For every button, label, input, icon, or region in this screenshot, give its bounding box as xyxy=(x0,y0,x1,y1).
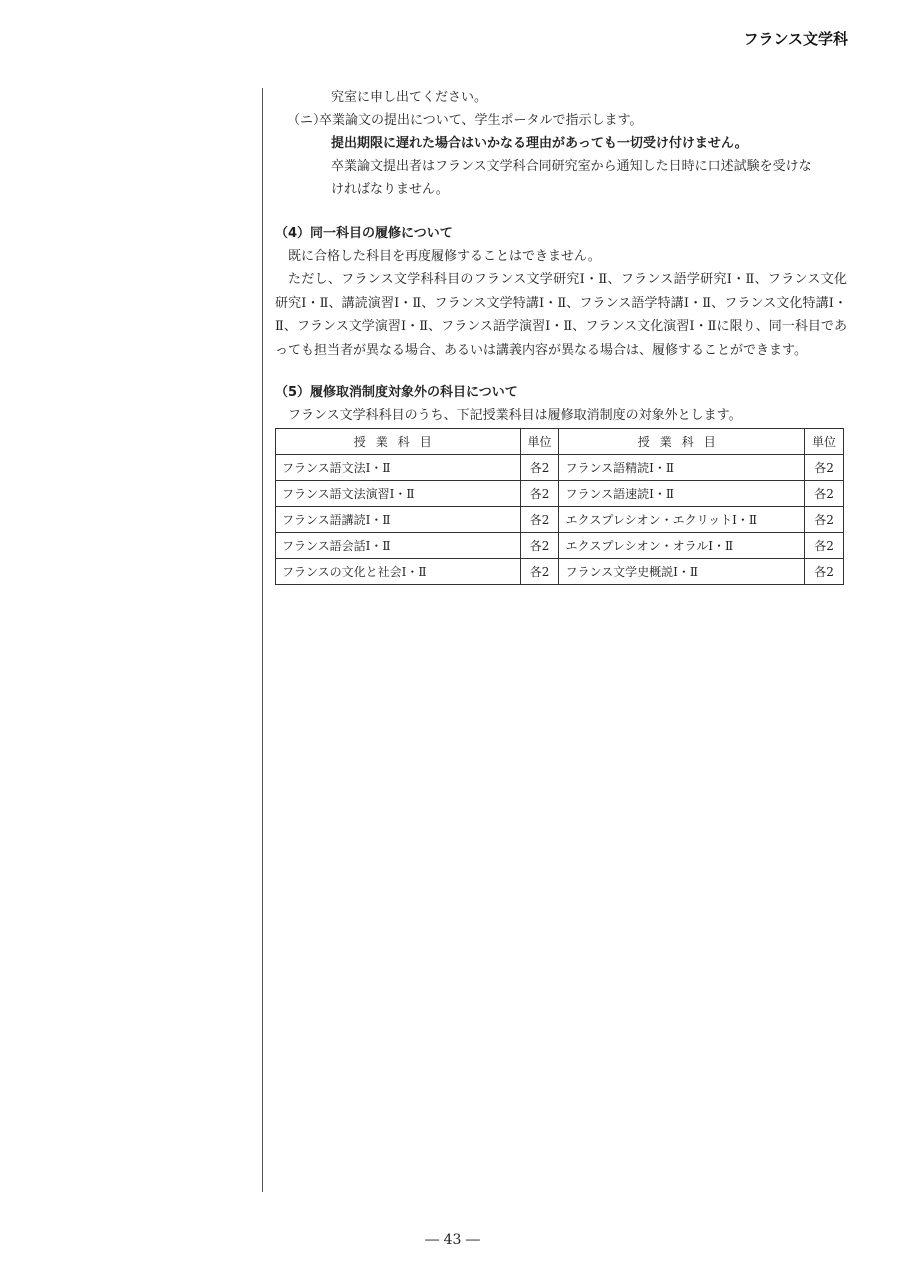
oral-exam-line: 卒業論文提出者はフランス文学科合同研究室から通知した日時に口述試験を受けな xyxy=(331,159,812,174)
oral-exam-line-cont: ければなりません。 xyxy=(331,182,449,197)
intro-line: 究室に申し出てください。 xyxy=(331,90,488,105)
course-cell: エクスプレシオン・エクリットⅠ・Ⅱ xyxy=(559,507,805,533)
item-marker: （ニ） xyxy=(287,113,327,128)
table-row xyxy=(276,507,844,533)
excluded-courses-table xyxy=(275,428,844,585)
course-cell: フランス語速読Ⅰ・Ⅱ xyxy=(559,481,805,507)
credit-cell: 各2 xyxy=(520,455,559,481)
course-cell: フランス語講読Ⅰ・Ⅱ xyxy=(276,507,521,533)
course-cell: エクスプレシオン・オラルⅠ・Ⅱ xyxy=(559,533,805,559)
credit-cell: 各2 xyxy=(805,481,844,507)
table-header-row xyxy=(276,429,844,455)
course-cell: フランスの文化と社会Ⅰ・Ⅱ xyxy=(276,559,521,585)
item-ni xyxy=(275,109,847,132)
course-cell: フランス語会話Ⅰ・Ⅱ xyxy=(276,533,521,559)
credit-cell: 各2 xyxy=(805,507,844,533)
credit-cell: 各2 xyxy=(520,507,559,533)
credit-cell: 各2 xyxy=(805,559,844,585)
table-row xyxy=(276,481,844,507)
section-5-heading: （5）履修取消制度対象外の科目について xyxy=(275,385,518,401)
section-4-heading: （4）同一科目の履修について xyxy=(275,226,453,241)
table-row xyxy=(276,533,844,559)
deadline-warning: 提出期限に遅れた場合はいかなる理由があっても一切受け付けません。 xyxy=(331,136,748,151)
item-text: 卒業論文の提出について、学生ポータルで指示します。 xyxy=(319,113,643,128)
page-number: ― 43 ― xyxy=(425,1232,480,1248)
margin-rule xyxy=(262,88,263,1192)
header-course: 授業科目 xyxy=(559,429,805,455)
header-credit: 単位 xyxy=(805,429,844,455)
table-row xyxy=(276,559,844,585)
credit-cell: 各2 xyxy=(805,455,844,481)
credit-cell: 各2 xyxy=(520,481,559,507)
course-cell: フランス語文法演習Ⅰ・Ⅱ xyxy=(276,481,521,507)
course-cell: フランス語文法Ⅰ・Ⅱ xyxy=(276,455,521,481)
table-row xyxy=(276,455,844,481)
main-content xyxy=(275,86,847,585)
header-credit: 単位 xyxy=(520,429,559,455)
credit-cell: 各2 xyxy=(520,533,559,559)
credit-cell: 各2 xyxy=(805,533,844,559)
credit-cell: 各2 xyxy=(520,559,559,585)
section-4-para-2: ただし、フランス文学科科目のフランス文学研究Ⅰ・Ⅱ、フランス語学研究Ⅰ・Ⅱ、フランス文化研究Ⅰ・Ⅱ、講読演習Ⅰ・Ⅱ、フランス文学特講Ⅰ・Ⅱ、フランス語学特講Ⅰ・Ⅱ、フランス文化特講Ⅰ・Ⅱ、フランス文学演習Ⅰ・Ⅱ、フランス語学演習Ⅰ・Ⅱ、フランス文化演習Ⅰ・Ⅱに限り、同一科目であっても担当者が異なる場合、あるいは講義内容が異なる場合は、履修することができます。 xyxy=(275,272,847,358)
course-cell: フランス語精読Ⅰ・Ⅱ xyxy=(559,455,805,481)
section-4-para-1: 既に合格した科目を再度履修することはできません。 xyxy=(288,249,601,264)
department-header: フランス文学科 xyxy=(743,30,848,48)
header-course: 授業科目 xyxy=(276,429,521,455)
course-cell: フランス文学史概説Ⅰ・Ⅱ xyxy=(559,559,805,585)
section-5-para-1: フランス文学科科目のうち、下記授業科目は履修取消制度の対象外とします。 xyxy=(288,408,742,424)
